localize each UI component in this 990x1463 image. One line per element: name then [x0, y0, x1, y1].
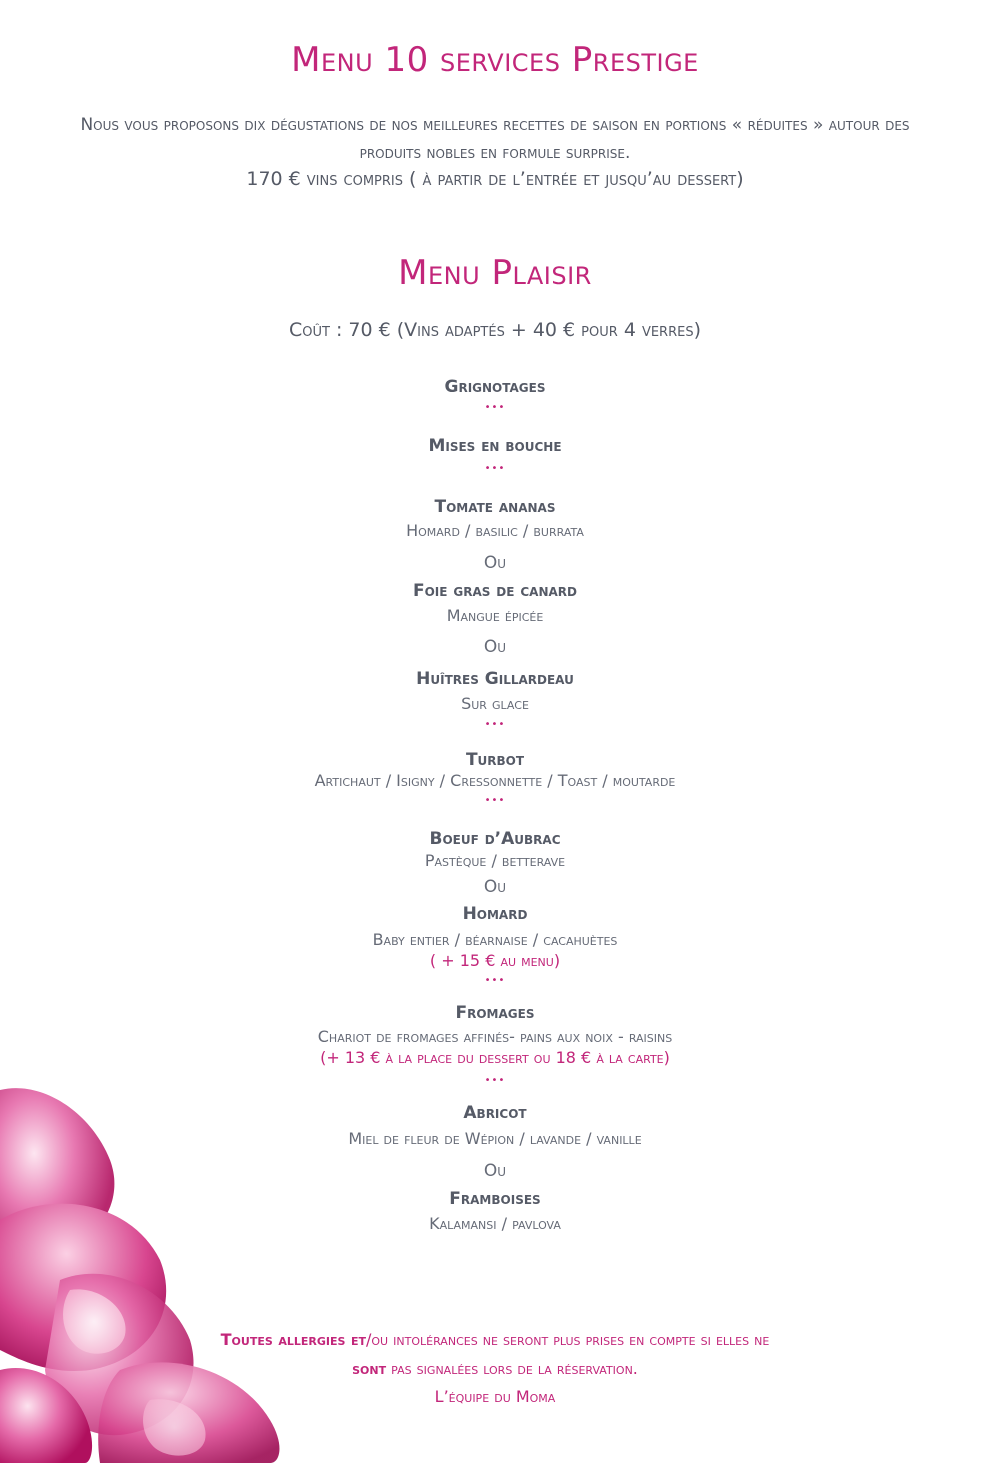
dish-starter3-desc: Sur glace — [461, 694, 529, 713]
allergy-notice-bold1: Toutes allergies et — [220, 1330, 366, 1349]
dish-cheese-name: Fromages — [455, 1003, 535, 1023]
allergy-notice-bold2: sont — [352, 1359, 387, 1378]
allergy-notice-line1 — [0, 1326, 990, 1354]
separator-dots: ••• — [484, 719, 506, 730]
dish-dessert1-name: Abricot — [463, 1103, 527, 1123]
signature: L’équipe du Moma — [434, 1387, 556, 1406]
dish-main2-desc: Baby entier / béarnaise / cacahuètes — [372, 930, 618, 949]
dish-main2-name: Homard — [462, 904, 528, 924]
prestige-price: 170 € vins compris ( à partir de l’entrée et jusqu’au dessert) — [246, 168, 744, 190]
prestige-intro-line2: produits nobles en formule surprise. — [359, 143, 631, 163]
prestige-intro-line1: Nous vous proposons dix dégustations de nos meilleures recettes de saison en portions « réduites » autour des — [80, 115, 910, 135]
dish-main1-name: Boeuf d’Aubrac — [429, 829, 561, 849]
allergy-notice-line2 — [0, 1355, 990, 1383]
separator-dots: ••• — [484, 1075, 506, 1086]
plaisir-cost: Coût : 70 € (Vins adaptés + 40 € pour 4 verres) — [288, 319, 702, 341]
allergy-notice-text1: /ou intolérances ne seront plus prises en compte si elles ne — [366, 1330, 770, 1349]
dish-starter1-desc: Homard / basilic / burrata — [406, 521, 584, 540]
or-label: Ou — [483, 1161, 507, 1181]
or-label: Ou — [483, 877, 507, 897]
separator-dots: ••• — [484, 402, 506, 413]
dish-dessert2-desc: Kalamansi / pavlova — [429, 1214, 561, 1233]
dish-grignotages: Grignotages — [444, 377, 546, 397]
dish-starter1-name: Tomate ananas — [434, 497, 556, 517]
dish-main1-desc: Pastèque / betterave — [424, 851, 566, 870]
dish-dessert2-name: Framboises — [449, 1189, 541, 1209]
plaisir-title: Menu Plaisir — [398, 253, 592, 293]
dish-cheese-supplement: (+ 13 € à la place du dessert ou 18 € à la carte) — [320, 1048, 670, 1067]
dish-cheese-desc: Chariot de fromages affinés- pains aux noix - raisins — [317, 1027, 673, 1046]
dish-fish-name: Turbot — [465, 750, 525, 770]
separator-dots: ••• — [484, 795, 506, 806]
or-label: Ou — [483, 553, 507, 573]
dish-mises-en-bouche: Mises en bouche — [428, 436, 562, 456]
separator-dots: ••• — [484, 975, 506, 986]
prestige-title: Menu 10 services Prestige — [291, 40, 699, 80]
or-label: Ou — [483, 637, 507, 657]
dish-main2-supplement: ( + 15 € au menu) — [429, 951, 561, 970]
dish-starter2-desc: Mangue épicée — [446, 606, 544, 625]
allergy-notice-text2: pas signalées lors de la réservation. — [386, 1359, 638, 1378]
dish-dessert1-desc: Miel de fleur de Wépion / lavande / vanille — [348, 1129, 642, 1148]
dish-fish-desc: Artichaut / Isigny / Cressonnette / Toast / moutarde — [314, 771, 676, 790]
separator-dots: ••• — [484, 463, 506, 474]
dish-starter3-name: Huîtres Gillardeau — [416, 669, 574, 689]
dish-starter2-name: Foie gras de canard — [412, 581, 578, 601]
